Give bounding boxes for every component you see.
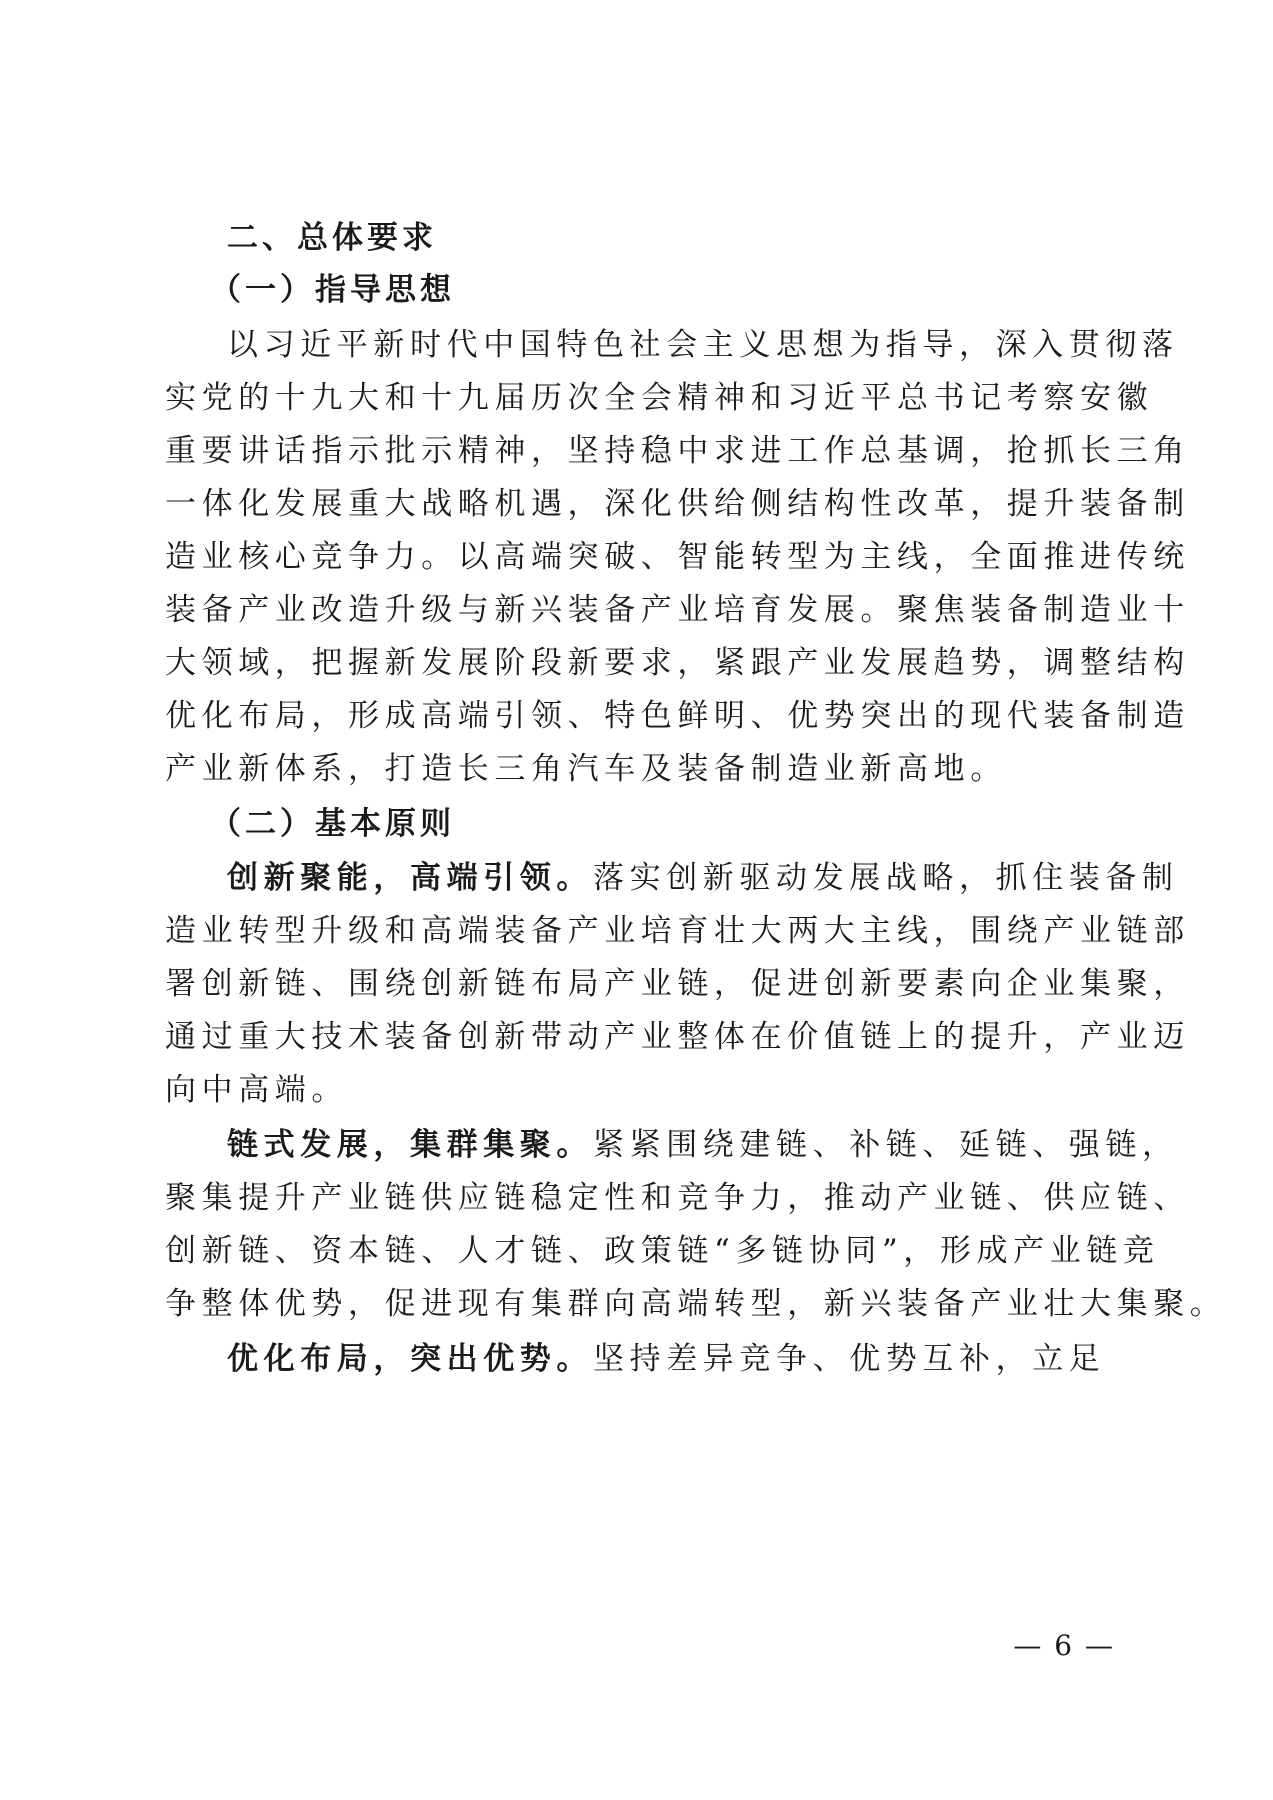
paragraph-line: 创新链、资本链、人才链、政策链“多链协同”，形成产业链竞: [165, 1233, 1160, 1269]
principle-text: 紧紧围绕建链、补链、延链、强链，: [593, 1127, 1179, 1163]
principle-title: 链式发展，集群集聚。: [227, 1127, 593, 1163]
paragraph-line: 造业核心竞争力。以高端突破、智能转型为主线，全面推进传统: [165, 539, 1190, 575]
principle-title: 创新聚能，高端引领。: [227, 860, 593, 896]
principle-text: 坚持差异竞争、优势互补，立足: [593, 1341, 1106, 1377]
paragraph-line: 产业新体系，打造长三角汽车及装备制造业新高地。: [165, 751, 1007, 787]
subsection-heading-guiding-ideology: （一）指导思想: [210, 272, 455, 308]
paragraph-line: 以习近平新时代中国特色社会主义思想为指导，深入贯彻落: [227, 327, 1179, 363]
paragraph-line: 造业转型升级和高端装备产业培育壮大两大主线，围绕产业链部: [165, 913, 1190, 949]
paragraph-line: 向中高端。: [165, 1072, 348, 1108]
principle-paragraph-first-line: [227, 1339, 1115, 1379]
principle-paragraph-first-line: [227, 1125, 1179, 1165]
paragraph-line: 装备产业改造升级与新兴装备产业培育发展。聚焦装备制造业十: [165, 592, 1190, 628]
principle-title: 优化布局，突出优势。: [227, 1341, 593, 1377]
page-number: — 6 —: [1013, 1629, 1115, 1662]
paragraph-line: 重要讲话指示批示精神，坚持稳中求进工作总基调，抢抓长三角: [165, 433, 1190, 469]
paragraph-line: 聚集提升产业链供应链稳定性和竞争力，推动产业链、供应链、: [165, 1180, 1190, 1216]
principle-text: 落实创新驱动发展战略，抓住装备制: [593, 860, 1179, 896]
paragraph-line: 一体化发展重大战略机遇，深化供给侧结构性改革，提升装备制: [165, 486, 1190, 522]
subsection-heading-basic-principles: （二）基本原则: [210, 806, 455, 842]
paragraph-line: 大领域，把握新发展阶段新要求，紧跟产业发展趋势，调整结构: [165, 645, 1190, 681]
section-heading: 二、总体要求: [227, 220, 437, 256]
paragraph-line: 优化布局，形成高端引领、特色鲜明、优势突出的现代装备制造: [165, 698, 1190, 734]
paragraph-line: 争整体优势，促进现有集群向高端转型，新兴装备产业壮大集聚。: [165, 1286, 1227, 1322]
paragraph-line: 实党的十九大和十九届历次全会精神和习近平总书记考察安徽: [165, 380, 1154, 416]
principle-paragraph-first-line: [227, 858, 1179, 898]
paragraph-line: 署创新链、围绕创新链布局产业链，促进创新要素向企业集聚，: [165, 966, 1190, 1002]
paragraph-line: 通过重大技术装备创新带动产业整体在价值链上的提升，产业迈: [165, 1019, 1190, 1055]
